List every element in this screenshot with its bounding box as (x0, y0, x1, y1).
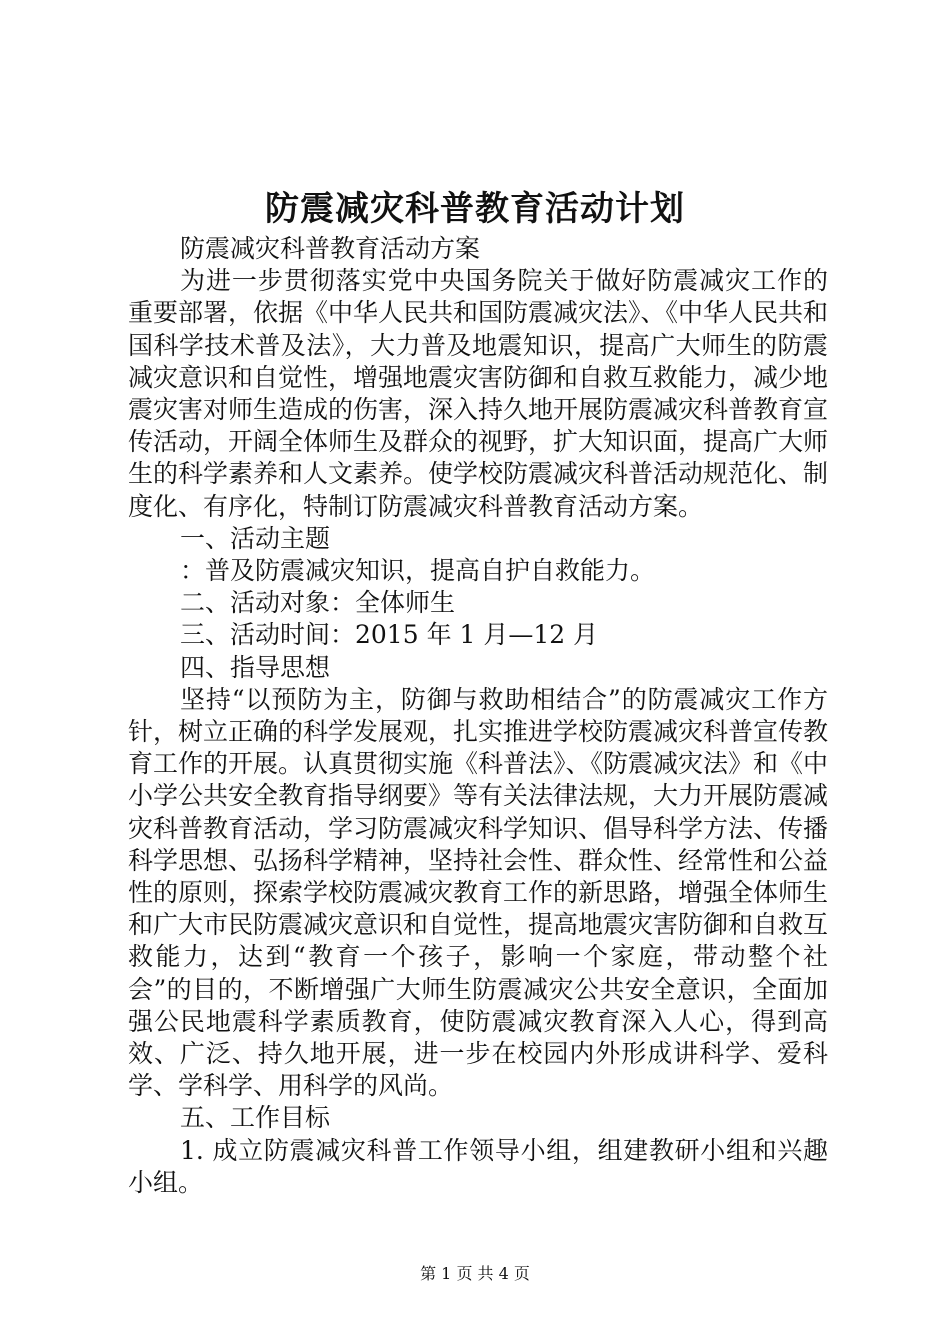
paragraph-intro: 为进一步贯彻落实党中央国务院关于做好防震减灾工作的重要部署，依据《中华人民共和国防震减灾法》、《中华人民共和国科学技术普及法》，大力普及地震知识，提高广大师生的防震减灾意识和自觉性，增强地震灾害防御和自救互救能力，减少地震灾害对师生造成的伤害，深入持久地开展防震减灾科普教育宣传活动，开阔全体师生及群众的视野，扩大知识面，提高广大师生的科学素养和人文素养。使学校防震减灾科普活动规范化、制度化、有序化，特制订防震减灾科普教育活动方案。 (128, 266, 829, 521)
document-body (128, 233, 828, 1199)
page-footer: 第 1 页 共 4 页 (420, 1264, 530, 1283)
heading-activity-time: 三、活动时间：2015 年 1 月—12 月 (180, 620, 599, 650)
heading-activity-theme: 一、活动主题 (180, 523, 331, 553)
heading-guiding-principle: 四、指导思想 (180, 652, 331, 682)
paragraph-activity-theme: ：普及防震减灾知识，提高自护自救能力。 (180, 556, 656, 586)
document-title: 防震减灾科普教育活动计划 (265, 189, 685, 229)
paragraph-guiding-principle: 坚持“以预防为主，防御与救助相结合”的防震减灾工作方针，树立正确的科学发展观，扎实推进学校防震减灾科普宣传教育工作的开展。认真贯彻实施《科普法》、《防震减灾法》和《中小学公共安全教育指导纲要》等有关法律法规，大力开展防震减灾科普教育活动，学习防震减灾科学知识、倡导科学方法、传播科学思想、弘扬科学精神，坚持社会性、群众性、经常性和公益性的原则，探索学校防震减灾教育工作的新思路，增强全体师生和广大市民防震减灾意识和自觉性，提高地震灾害防御和自救互救能力，达到“教育一个孩子，影响一个家庭，带动整个社会”的目的，不断增强广大师生防震减灾公共安全意识，全面加强公民地震科学素质教育，使防震减灾教育深入人心，得到高效、广泛、持久地开展，进一步在校园内外形成讲科学、爱科学、学科学、用科学的风尚。 (128, 684, 829, 1101)
paragraph-subtitle: 防震减灾科普教育活动方案 (180, 234, 481, 263)
heading-activity-target: 二、活动对象：全体师生 (180, 588, 456, 618)
paragraph-work-goal-1: 1. 成立防震减灾科普工作领导小组，组建教研小组和兴趣小组。 (128, 1135, 828, 1197)
heading-work-goals: 五、工作目标 (180, 1103, 331, 1133)
